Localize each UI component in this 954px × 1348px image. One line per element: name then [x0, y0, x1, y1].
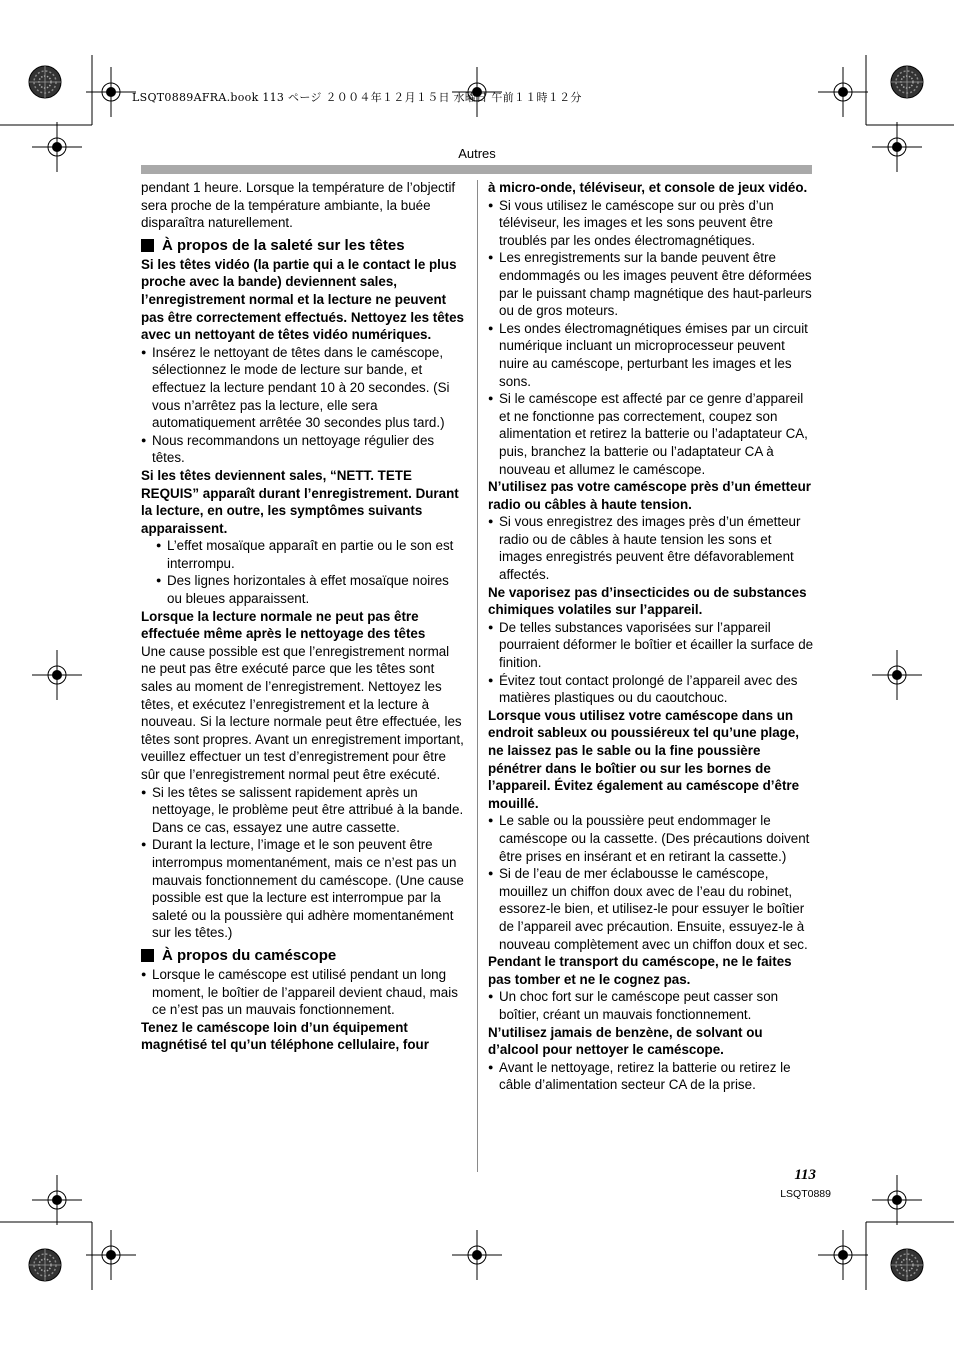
- cause-list: [141, 784, 467, 942]
- heading-heads: [141, 236, 467, 256]
- insecticide-notice: Ne vaporisez pas d’insecticides ou de substances chimiques volatiles sur l’appareil.: [488, 584, 807, 618]
- benzene-list: [488, 1059, 814, 1094]
- intro-paragraph: pendant 1 heure. Lorsque la température de l’objectif sera proche de la température ambiante, la buée disparaîtra naturellement.: [141, 180, 456, 231]
- list-item: ● Si le caméscope est affecté par ce genre d’appareil et ne fonctionne pas correctement, coupez son alimentation et retirez la batterie ou l’adaptateur CA, puis, branchez la batterie ou l’adaptateur CA à nouveau et allumez le caméscope.: [488, 390, 814, 478]
- page-number: 113: [794, 1167, 816, 1183]
- camcorder-list: [141, 966, 467, 1019]
- cause-paragraph: Une cause possible est que l’enregistrement normal ne peut pas être exécuté parce que les têtes sont sales au moment de l’enregistrement. Nettoyez les têtes, et exécutez l’enregistrement et la lecture à nouveau. Si la lecture normale peut être effectuée, les têtes sont propres. Avant un enregistrement important, veuillez effectuer un test d’enregistrement pour être sûr que l’enregistrement normal peut être exécuté.: [141, 643, 464, 782]
- list-item: ● Nous recommandons un nettoyage régulier des têtes.: [141, 432, 467, 467]
- heading-camcorder: [141, 946, 467, 966]
- symptoms-list: [141, 537, 467, 607]
- list-item: ● Durant la lecture, l’image et le son peuvent être interrompus momentanément, mais ce n’est pas un mauvais fonctionnement du caméscope. (Une cause possible est que la lecture est interrompue par la saleté ou la poussière qui adhère momentanément sur les têtes.): [141, 836, 467, 942]
- left-column: [141, 179, 467, 1054]
- transport-notice: Pendant le transport du caméscope, ne le faites pas tomber et ne le cognez pas.: [488, 954, 792, 987]
- heading-camcorder-text: À propos du caméscope: [162, 946, 337, 964]
- list-item: ● L’effet mosaïque apparaît en partie ou le son est interrompu.: [156, 537, 467, 572]
- benzene-notice: N’utilisez jamais de benzène, de solvant ou d’alcool pour nettoyer le caméscope.: [488, 1024, 763, 1058]
- insecticide-list: [488, 619, 814, 707]
- right-column: [488, 179, 814, 1094]
- list-item: ● Si vous utilisez le caméscope sur ou près d’un téléviseur, les images et les sons peuvent être troublés par les ondes électromagnétiques.: [488, 197, 814, 250]
- list-item: ● De telles substances vaporisées sur l’appareil pourraient déformer le boîtier et écailler la surface de finition.: [488, 619, 814, 672]
- square-bullet-icon: [141, 949, 154, 962]
- column-divider: [477, 180, 478, 1172]
- list-item: ● Le sable ou la poussière peut endommager le caméscope ou la cassette. (Des précautions doivent être prises en insérant et en retirant la cassette.): [488, 812, 814, 865]
- document-code: LSQT0889: [780, 1188, 831, 1200]
- sand-notice: Lorsque vous utilisez votre caméscope dans un endroit sableux ou poussiéreux tel qu’une plage, ne laissez pas le sable ou la fine poussière pénétrer dans le boîtier ou sur les bornes de l’appareil. Évitez également au caméscope d’être mouillé.: [488, 707, 800, 811]
- magnetic-notice-cont: à micro-onde, téléviseur, et console de jeux vidéo.: [488, 180, 808, 195]
- cleaning-list: [141, 344, 467, 467]
- transport-list: [488, 988, 814, 1023]
- header-bar: [141, 165, 812, 174]
- square-bullet-icon: [141, 239, 154, 252]
- printer-header: LSQT0889AFRA.book 113 ページ ２００４年１２月１５日 水曜日 午前１１時１２分: [132, 91, 582, 104]
- list-item: ● Insérez le nettoyant de têtes dans le caméscope, sélectionnez le mode de lecture sur bande, et effectuez la lecture pendant 10 à 20 secondes. (Si vous n’arrêtez pas la lecture, elle sera automatiquement arrêtée 30 secondes plus tard.): [141, 344, 467, 432]
- list-item: ● Évitez tout contact prolongé de l’appareil avec des matières plastiques ou du caoutchouc.: [488, 672, 814, 707]
- list-item: ● Des lignes horizontales à effet mosaïque noires ou bleues apparaissent.: [156, 572, 467, 607]
- list-item: ● Si de l’eau de mer éclabousse le caméscope, mouillez un chiffon doux avec de l’eau du robinet, essorez-le bien, et utilisez-le pour essuyer le boîtier de l’appareil avec précaution. Ensuite, essuyez-le à nouveau complètement avec un chiffon doux et sec.: [488, 865, 814, 953]
- nett-tete-notice: Si les têtes deviennent sales, “NETT. TETE REQUIS” apparaît durant l’enregistrement. Durant la lecture, en outre, les symptômes suivants apparaissent.: [141, 467, 459, 536]
- magnetic-notice: Tenez le caméscope loin d’un équipement magnétisé tel qu’un téléphone cellulaire, four: [141, 1019, 429, 1053]
- list-item: ● Lorsque le caméscope est utilisé pendant un long moment, le boîtier de l’appareil devient chaud, mais ce n’est pas un mauvais fonctionnement.: [141, 966, 467, 1019]
- heading-heads-text: À propos de la saleté sur les têtes: [162, 236, 405, 254]
- list-item: ● Les enregistrements sur la bande peuvent être endommagés ou les images peuvent être déformées par le puissant champ magnétique des haut-parleurs ou de gros moteurs.: [488, 249, 814, 319]
- section-title: Autres: [458, 146, 496, 161]
- list-item: ● Si vous enregistrez des images près d’un émetteur radio ou de câbles à haute tension les sons et images enregistrés peuvent être défavorablement affectés.: [488, 513, 814, 583]
- magnetic-list: [488, 197, 814, 479]
- heads-dirty-notice: Si les têtes vidéo (la partie qui a le contact le plus proche avec la bande) deviennent sales, l’enregistrement normal et la lecture ne peuvent pas être correctement effectués. Nettoyez les têtes avec un nettoyant de têtes vidéo numériques.: [141, 256, 464, 343]
- list-item: ● Un choc fort sur le caméscope peut casser son boîtier, créant un mauvais fonctionnement.: [488, 988, 814, 1023]
- list-item: ● Si les têtes se salissent rapidement après un nettoyage, le problème peut être attribué à la bande. Dans ce cas, essayez une autre cassette.: [141, 784, 467, 837]
- radio-notice: N’utilisez pas votre caméscope près d’un émetteur radio ou câbles à haute tension.: [488, 479, 811, 512]
- radio-list: [488, 513, 814, 583]
- sand-list: [488, 812, 814, 953]
- list-item: ● Les ondes électromagnétiques émises par un circuit numérique incluant un microprocesseur peuvent nuire au caméscope, perturbant les images et les sons.: [488, 320, 814, 390]
- playback-fail-notice: Lorsque la lecture normale ne peut pas être effectuée même après le nettoyage des têtes: [141, 608, 426, 642]
- list-item: ● Avant le nettoyage, retirez la batterie ou retirez le câble d’alimentation secteur CA de la prise.: [488, 1059, 814, 1094]
